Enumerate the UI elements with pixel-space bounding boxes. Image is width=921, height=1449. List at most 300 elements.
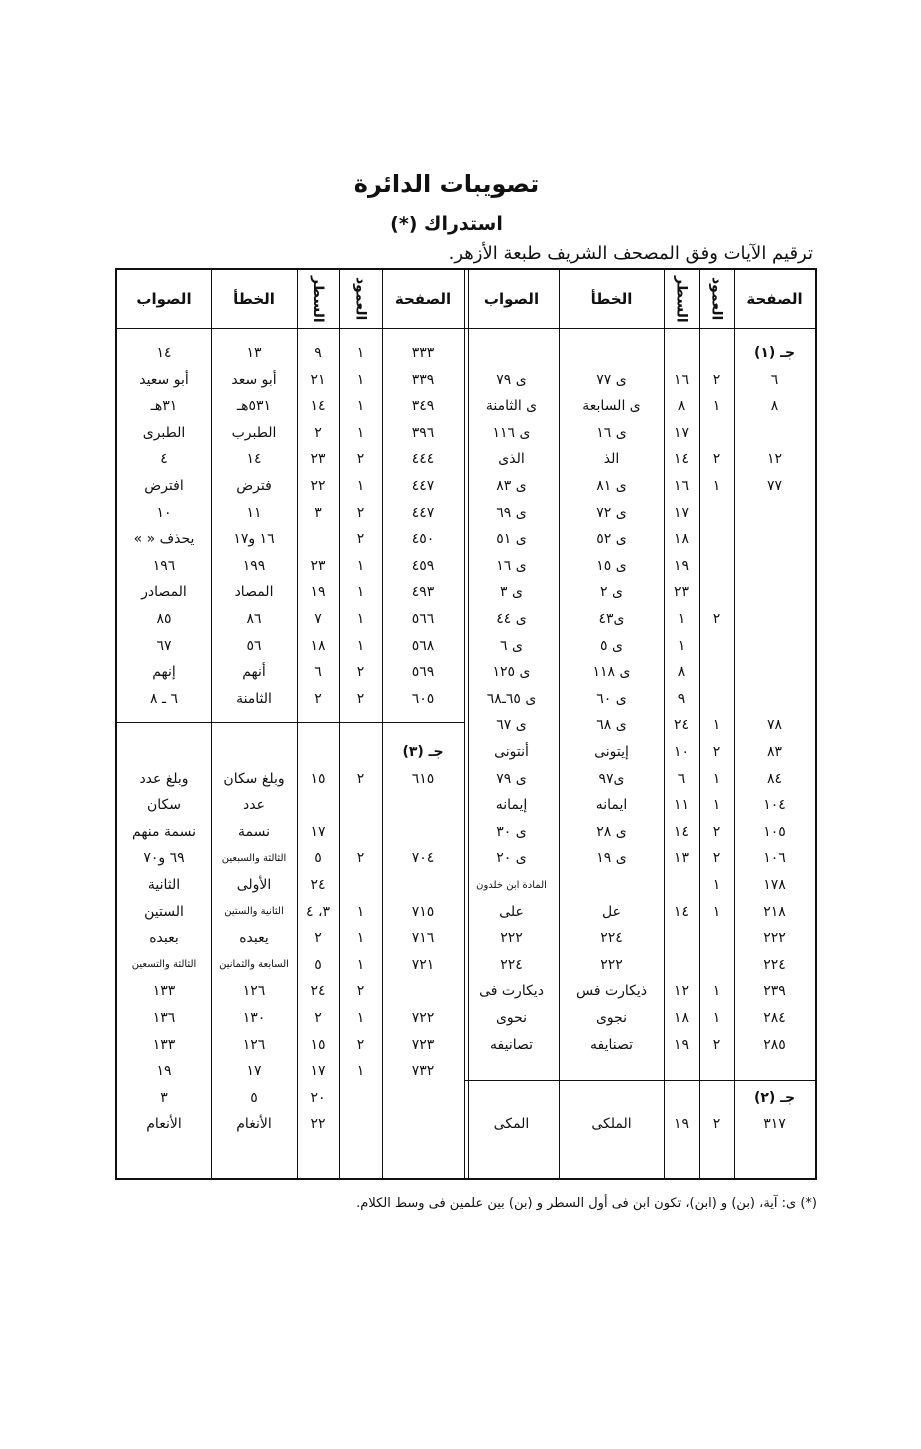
right-cell-column <box>699 659 734 685</box>
right-cell-column: ٢ <box>712 823 721 840</box>
left-cell-line <box>297 526 339 552</box>
left-cell-wrong: ٨٦ <box>246 611 262 627</box>
right-cell-page <box>734 686 815 712</box>
right-cell-wrong: ى ٦٨ <box>596 717 627 734</box>
left-cell-page: ٤٥٠ <box>411 531 435 548</box>
double-divider <box>464 270 469 1178</box>
right-cell-wrong: ى ١٥ <box>596 557 627 574</box>
left-cell-page <box>382 1111 464 1137</box>
footnote: (*) ى: آية، (بن) و (ابن)، تكون ابن فى أول السطر و (بن) بين علمين فى وسط الكلام. <box>356 1196 817 1211</box>
right-cell-column: ١ <box>712 717 721 734</box>
right-cell-correct: على <box>499 903 524 920</box>
left-cell-page <box>382 819 464 845</box>
right-cell-line: ١٤ <box>673 903 690 920</box>
left-cell-column: ٢ <box>356 664 365 681</box>
right-cell-page: ٦ <box>770 371 779 388</box>
right-cell-column: ١ <box>712 398 721 415</box>
right-cell-correct <box>464 1085 559 1111</box>
left-cell-line: ٢٤ <box>310 877 326 893</box>
left-cell-correct: وبلغ عدد <box>139 770 189 787</box>
right-cell-page: ٢٢٤ <box>763 956 786 973</box>
left-cell-wrong: ١٩٩ <box>242 557 266 574</box>
left-cell-column: ٢ <box>356 690 365 707</box>
left-cell-page: ٤٤٧ <box>411 478 435 494</box>
left-cell-column: ١ <box>356 345 365 361</box>
right-cell-line: ٢٤ <box>673 717 690 734</box>
right-cell-correct: ى ٦٩ <box>496 504 527 521</box>
left-cell-line: ٢١ <box>310 371 326 388</box>
right-cell-wrong: ٢٢٤ <box>600 930 623 947</box>
left-cell-page: ٧١٥ <box>411 903 435 920</box>
right-header-column: العمود <box>708 277 725 321</box>
right-cell-wrong <box>559 872 664 898</box>
right-cell-line: ١٦ <box>673 371 690 388</box>
right-cell-correct <box>464 1058 559 1084</box>
numbering-note: ترقيم الآيات وفق المصحف الشريف طبعة الأزهر. <box>448 243 813 264</box>
left-cell-wrong: ٥٦ <box>246 637 262 654</box>
right-cell-wrong: ى ٢ <box>600 584 623 601</box>
right-cell-wrong <box>559 1058 664 1084</box>
left-cell-wrong: أبو سعد <box>231 371 277 388</box>
left-cell-wrong: ١٣٠ <box>242 1010 266 1026</box>
right-cell-column: ٢ <box>712 611 721 627</box>
right-cell-column: ١ <box>712 1010 721 1026</box>
left-cell-wrong: الثالثة والسبعين <box>221 852 287 864</box>
left-cell-column: ١ <box>356 398 365 415</box>
right-cell-line: ١٨ <box>673 531 690 548</box>
right-cell-page <box>734 659 815 685</box>
left-cell-column: ٢ <box>356 1036 365 1053</box>
right-cell-line: ١٩ <box>673 557 690 574</box>
right-header-wrong: الخطأ <box>590 290 633 308</box>
left-cell-correct: ١٠ <box>156 504 172 521</box>
left-cell-page <box>382 872 464 898</box>
right-cell-page: ١٧٨ <box>763 877 786 893</box>
right-cell-page: ٧٧ <box>766 478 783 494</box>
left-cell-line: ٢٢ <box>310 1116 326 1133</box>
right-header-rule <box>464 328 815 329</box>
left-cell-page: ٥٦٨ <box>411 637 435 654</box>
left-cell-wrong: أنهم <box>242 664 266 681</box>
right-cell-line: ١٩ <box>673 1116 690 1133</box>
left-cell-wrong: ١٢٦ <box>242 1036 266 1053</box>
left-cell-correct: الأنعام <box>146 1116 182 1133</box>
right-cell-column: ١ <box>712 983 721 1000</box>
right-cell-column <box>699 340 734 366</box>
left-cell-column <box>339 819 382 845</box>
left-cell-column: ١ <box>356 611 365 627</box>
left-cell-page: ٣٩٦ <box>411 424 435 441</box>
left-cell-line: ٩ <box>314 345 322 361</box>
left-cell-page <box>382 712 464 738</box>
right-cell-wrong: ى ٨١ <box>596 478 627 494</box>
right-cell-column <box>699 526 734 552</box>
right-cell-correct: ى الثامنة <box>485 398 538 415</box>
left-table-half <box>117 270 464 1178</box>
left-cell-wrong: الثامنة <box>236 690 272 707</box>
left-cell-page: ٧١٦ <box>411 930 435 947</box>
left-cell-correct: الثالثة والتسعين <box>131 959 197 971</box>
right-cell-page <box>734 500 815 526</box>
right-cell-wrong: ى ٧٢ <box>596 504 627 521</box>
left-header-correct: الصواب <box>136 290 192 308</box>
left-cell-column <box>339 872 382 898</box>
right-cell-wrong: ى ٥٢ <box>596 531 627 548</box>
left-header-page: الصفحة <box>394 290 452 308</box>
left-cell-line <box>297 792 339 818</box>
right-cell-line: ١٠ <box>673 744 690 760</box>
right-cell-wrong <box>559 340 664 366</box>
right-cell-page: ١٠٥ <box>763 823 786 840</box>
right-cell-correct: إيمانه <box>495 797 528 814</box>
right-cell-correct: ى ٣٠ <box>496 823 527 840</box>
right-cell-column: ١ <box>712 478 721 494</box>
right-cell-column: ٢ <box>712 1036 721 1053</box>
left-cell-wrong: ١٣ <box>246 345 262 361</box>
left-cell-correct: ٣١هـ <box>150 398 178 415</box>
right-cell-correct: الذى <box>498 451 525 468</box>
right-cell-column: ٢ <box>712 371 721 388</box>
left-cell-correct <box>117 739 211 765</box>
right-cell-wrong: تصنايفه <box>590 1036 634 1053</box>
left-cell-correct: ٨٥ <box>156 611 172 627</box>
left-cell-column: ١ <box>356 903 365 920</box>
right-cell-correct: تصانيفه <box>490 1036 534 1053</box>
left-cell-correct: ١٤ <box>156 345 172 361</box>
right-cell-page <box>734 1058 815 1084</box>
right-cell-line: ١٣ <box>673 850 690 867</box>
left-header-line: السطر <box>310 275 326 323</box>
right-cell-page: ١٠٦ <box>763 850 786 867</box>
left-cell-wrong: وبلغ سكان <box>223 770 285 787</box>
right-cell-wrong: ى ٥ <box>600 637 623 654</box>
left-cell-column <box>339 712 382 738</box>
left-cell-correct: ١٣٣ <box>152 983 176 1000</box>
right-cell-page: جـ (١) <box>753 345 796 361</box>
left-cell-correct: أبو سعيد <box>139 371 189 388</box>
left-cell-wrong: ١٢٦ <box>242 983 266 1000</box>
left-cell-column: ٢ <box>356 850 365 867</box>
right-cell-page: ٢٨٤ <box>763 1010 786 1026</box>
corrections-table <box>115 268 817 1180</box>
right-cell-page: ٢١٨ <box>763 903 786 920</box>
left-cell-correct: ٣ <box>160 1089 168 1106</box>
left-cell-page <box>382 1085 464 1111</box>
right-cell-line <box>664 1085 699 1111</box>
right-cell-column <box>699 420 734 446</box>
left-cell-line: ١٥ <box>310 770 326 787</box>
left-cell-line: ١٤ <box>310 398 326 415</box>
left-cell-column: ٢ <box>356 983 365 1000</box>
left-cell-page: ٣٣٩ <box>411 371 435 388</box>
right-cell-wrong: عل <box>602 903 621 920</box>
left-cell-correct: بعبده <box>149 930 179 947</box>
right-cell-line: ١٧ <box>673 424 690 441</box>
left-cell-page: ٧٢١ <box>411 956 435 973</box>
left-cell-page: ٦١٥ <box>411 770 435 787</box>
left-cell-page: ٦٠٥ <box>411 690 435 707</box>
left-cell-line: ٧ <box>314 611 322 627</box>
right-cell-column <box>699 1058 734 1084</box>
right-cell-wrong: ذيكارت فس <box>575 983 648 1000</box>
left-cell-line: ٢ <box>314 424 322 441</box>
left-cell-line <box>297 739 339 765</box>
left-cell-wrong: ١١ <box>246 504 262 521</box>
left-cell-column <box>339 1085 382 1111</box>
left-cell-line: ١٩ <box>310 584 326 601</box>
right-cell-line: ١٤ <box>673 823 690 840</box>
right-cell-page: ٢٢٢ <box>763 930 786 947</box>
right-cell-page <box>734 526 815 552</box>
left-cell-column: ١ <box>356 1063 365 1080</box>
right-cell-column <box>699 952 734 978</box>
right-cell-correct: ى ٨٣ <box>496 478 527 494</box>
left-cell-line: ٢٠ <box>310 1089 326 1106</box>
right-cell-wrong: ٢٢٢ <box>600 956 623 973</box>
left-cell-column <box>339 1111 382 1137</box>
left-cell-correct: إنهم <box>152 664 176 681</box>
right-cell-correct: نحوى <box>495 1010 528 1026</box>
right-cell-correct: المادة ابن خلدون <box>476 879 547 891</box>
right-cell-column: ١ <box>712 797 721 814</box>
left-cell-line: ٢ <box>314 690 322 707</box>
left-cell-column: ١ <box>356 371 365 388</box>
right-cell-page: ٨٣ <box>766 744 783 760</box>
right-cell-page: ٧٨ <box>766 717 783 734</box>
right-cell-page <box>734 606 815 632</box>
left-cell-line: ٢ <box>314 1010 322 1026</box>
right-cell-column <box>699 500 734 526</box>
left-cell-wrong: ٥٣١هـ <box>236 398 272 415</box>
right-cell-line: ١ <box>677 637 686 654</box>
right-cell-wrong: الملكى <box>591 1116 632 1133</box>
left-cell-line: ٢٤ <box>310 983 326 1000</box>
page-title: تصويبات الدائرة <box>353 170 540 198</box>
right-cell-line <box>664 340 699 366</box>
left-cell-correct: الطبرى <box>142 424 186 441</box>
left-cell-wrong: نسمة <box>238 823 270 840</box>
right-header-line: السطر <box>673 275 690 323</box>
left-cell-line: ١٧ <box>310 1063 326 1080</box>
right-cell-correct: ى ٦ <box>500 637 523 654</box>
right-cell-correct: ديكارت فى <box>479 983 544 1000</box>
left-cell-page: ٥٦٦ <box>411 611 435 627</box>
right-cell-correct: ٢٢٢ <box>500 930 523 947</box>
right-cell-line: ١١ <box>673 797 690 814</box>
right-cell-column: ١ <box>712 770 721 787</box>
right-cell-correct: ى ٢٠ <box>496 850 527 867</box>
right-cell-wrong: ايمانه <box>595 797 628 814</box>
right-cell-page: ٨ <box>770 398 779 415</box>
left-cell-wrong: ١٧ <box>246 1063 262 1080</box>
left-cell-wrong: الأولى <box>236 877 272 893</box>
right-cell-column: ٢ <box>712 1116 721 1133</box>
left-cell-column: ١ <box>356 637 365 654</box>
right-cell-correct: ى ١١٦ <box>492 424 531 441</box>
right-cell-page <box>734 633 815 659</box>
left-cell-page <box>382 792 464 818</box>
right-header-page: الصفحة <box>746 290 803 308</box>
left-cell-column: ٢ <box>356 531 365 548</box>
left-cell-page: ٤٩٣ <box>411 584 435 601</box>
right-table-half <box>464 270 815 1178</box>
left-cell-column: ١ <box>356 478 365 494</box>
right-cell-wrong: ى٤٣ <box>598 611 625 627</box>
left-cell-wrong: الثانية والستين <box>224 906 284 918</box>
right-cell-line: ٩ <box>677 690 686 707</box>
right-cell-wrong: نجوى <box>595 1010 628 1026</box>
left-cell-correct: ٦٩ و٧٠ <box>143 850 185 867</box>
right-cell-line: ٨ <box>677 398 686 415</box>
left-cell-line: ٣، ٤ <box>305 903 331 920</box>
right-cell-wrong: ى٩٧ <box>598 770 625 787</box>
left-cell-line: ٣ <box>314 504 322 521</box>
left-cell-column <box>339 792 382 818</box>
left-cell-page: ٤٤٧ <box>411 504 435 521</box>
right-cell-page: ٨٤ <box>766 770 783 787</box>
right-cell-line <box>664 925 699 951</box>
left-cell-wrong <box>211 712 297 738</box>
right-cell-column: ٢ <box>712 451 721 468</box>
left-cell-column: ١ <box>356 557 365 574</box>
left-cell-line: ٢٢ <box>310 478 326 494</box>
subtitle: استدراك (*) <box>390 213 503 235</box>
right-cell-line: ١٩ <box>673 1036 690 1053</box>
left-cell-page: ٥٦٩ <box>411 664 435 681</box>
right-cell-line: ٢٣ <box>673 584 690 601</box>
left-cell-correct: نسمة منهم <box>132 823 196 840</box>
left-cell-correct: افترض <box>144 478 184 494</box>
right-cell-column: ١ <box>712 903 721 920</box>
left-cell-page <box>382 978 464 1004</box>
left-cell-column: ١ <box>356 584 365 601</box>
left-cell-page: ٣٣٣ <box>411 345 435 361</box>
right-cell-correct: ى ١٢٥ <box>492 664 531 681</box>
left-cell-correct: ١٩ <box>156 1063 172 1080</box>
left-cell-line: ١٧ <box>310 823 326 840</box>
left-cell-page: جـ (٣) <box>402 744 444 760</box>
left-cell-correct: ٦٧ <box>156 637 172 654</box>
right-cell-column <box>699 686 734 712</box>
left-cell-line: ١٨ <box>310 637 326 654</box>
left-cell-page: ٧٢٢ <box>411 1010 435 1026</box>
left-cell-line: ٦ <box>314 664 322 681</box>
left-cell-column: ١ <box>356 956 365 973</box>
right-cell-column <box>699 553 734 579</box>
left-cell-wrong: المصاد <box>234 584 274 601</box>
right-cell-column: ١ <box>712 877 721 893</box>
left-cell-correct: ٦ ـ ٨ <box>149 690 179 707</box>
left-cell-wrong <box>211 739 297 765</box>
right-cell-line: ١ <box>677 611 686 627</box>
right-cell-wrong: ى ١١٨ <box>592 664 631 681</box>
right-cell-page <box>734 553 815 579</box>
right-cell-line: ٨ <box>677 664 686 681</box>
right-cell-correct: ى ٤٤ <box>496 611 527 627</box>
right-cell-page <box>734 579 815 605</box>
left-cell-page: ٤٤٤ <box>411 451 435 468</box>
left-cell-column: ١ <box>356 930 365 947</box>
right-cell-correct: ى ٣ <box>500 584 523 601</box>
left-cell-wrong: عدد <box>243 797 265 814</box>
right-cell-line <box>664 952 699 978</box>
left-cell-wrong: ٥ <box>250 1089 258 1106</box>
right-cell-page: جـ (٢) <box>753 1089 796 1106</box>
right-cell-wrong: ى ٢٨ <box>596 823 627 840</box>
left-cell-correct: سكان <box>147 797 182 814</box>
left-cell-correct: ١٣٣ <box>152 1036 176 1053</box>
right-cell-wrong: إيتونى <box>594 744 629 760</box>
left-cell-correct: الستين <box>144 903 184 920</box>
left-cell-column: ٢ <box>356 770 365 787</box>
left-cell-correct: يحذف « » <box>133 531 195 548</box>
right-cell-correct: أنتونى <box>494 744 529 760</box>
right-cell-line: ١٦ <box>673 478 690 494</box>
right-cell-correct: ى ٦٥ـ٦٨ <box>486 690 537 707</box>
right-cell-correct <box>464 340 559 366</box>
left-cell-wrong: ١٦ و١٧ <box>233 531 275 548</box>
left-cell-line: ٢٣ <box>310 557 326 574</box>
left-cell-correct: ١٩٦ <box>152 557 176 574</box>
right-cell-page: ٢٨٥ <box>763 1036 786 1053</box>
left-cell-column: ٢ <box>356 451 365 468</box>
left-cell-column: ١ <box>356 424 365 441</box>
left-cell-line: ٥ <box>314 850 322 867</box>
left-cell-line: ٢٣ <box>310 451 326 468</box>
right-cell-page: ٢٣٩ <box>763 983 786 1000</box>
right-cell-column <box>699 1085 734 1111</box>
left-cell-column: ٢ <box>356 504 365 521</box>
left-cell-correct <box>117 712 211 738</box>
left-cell-wrong: ١٤ <box>246 451 262 468</box>
right-cell-wrong <box>559 1085 664 1111</box>
left-cell-column <box>339 739 382 765</box>
right-cell-line: ١٧ <box>673 504 690 521</box>
left-cell-wrong: الطبرب <box>231 424 277 441</box>
right-cell-page: ١٢ <box>766 451 783 468</box>
right-cell-correct: ٢٢٤ <box>500 956 523 973</box>
left-cell-line: ٢ <box>314 930 322 947</box>
right-cell-wrong: ى السابعة <box>582 398 641 415</box>
right-cell-wrong: ى ١٦ <box>596 424 627 441</box>
right-cell-page <box>734 420 815 446</box>
left-header-column: العمود <box>352 277 369 321</box>
right-cell-column <box>699 579 734 605</box>
left-cell-correct: ٤ <box>160 451 168 468</box>
right-cell-correct: ى ٥١ <box>496 531 527 548</box>
right-cell-wrong: ى ١٩ <box>596 850 627 867</box>
right-cell-page: ٣١٧ <box>763 1116 786 1133</box>
left-cell-page: ٤٥٩ <box>411 557 435 574</box>
right-cell-line <box>664 872 699 898</box>
left-cell-wrong: الأنغام <box>236 1116 272 1133</box>
left-cell-page: ٣٤٩ <box>411 398 435 415</box>
left-cell-correct: الثانية <box>147 877 181 893</box>
left-cell-wrong: يعبده <box>239 930 269 947</box>
right-cell-column: ٢ <box>712 744 721 760</box>
left-cell-page: ٧٣٢ <box>411 1063 435 1080</box>
right-cell-line: ١٢ <box>673 983 690 1000</box>
left-cell-page: ٧٢٣ <box>411 1036 435 1053</box>
right-cell-column <box>699 925 734 951</box>
left-cell-page: ٧٠٤ <box>411 850 435 867</box>
right-header-correct: الصواب <box>483 290 540 308</box>
right-cell-line <box>664 1058 699 1084</box>
right-cell-column <box>699 633 734 659</box>
left-cell-wrong: السابعة والثمانين <box>219 959 289 971</box>
left-header-wrong: الخطأ <box>233 290 275 308</box>
left-cell-correct: المصادر <box>141 584 187 601</box>
